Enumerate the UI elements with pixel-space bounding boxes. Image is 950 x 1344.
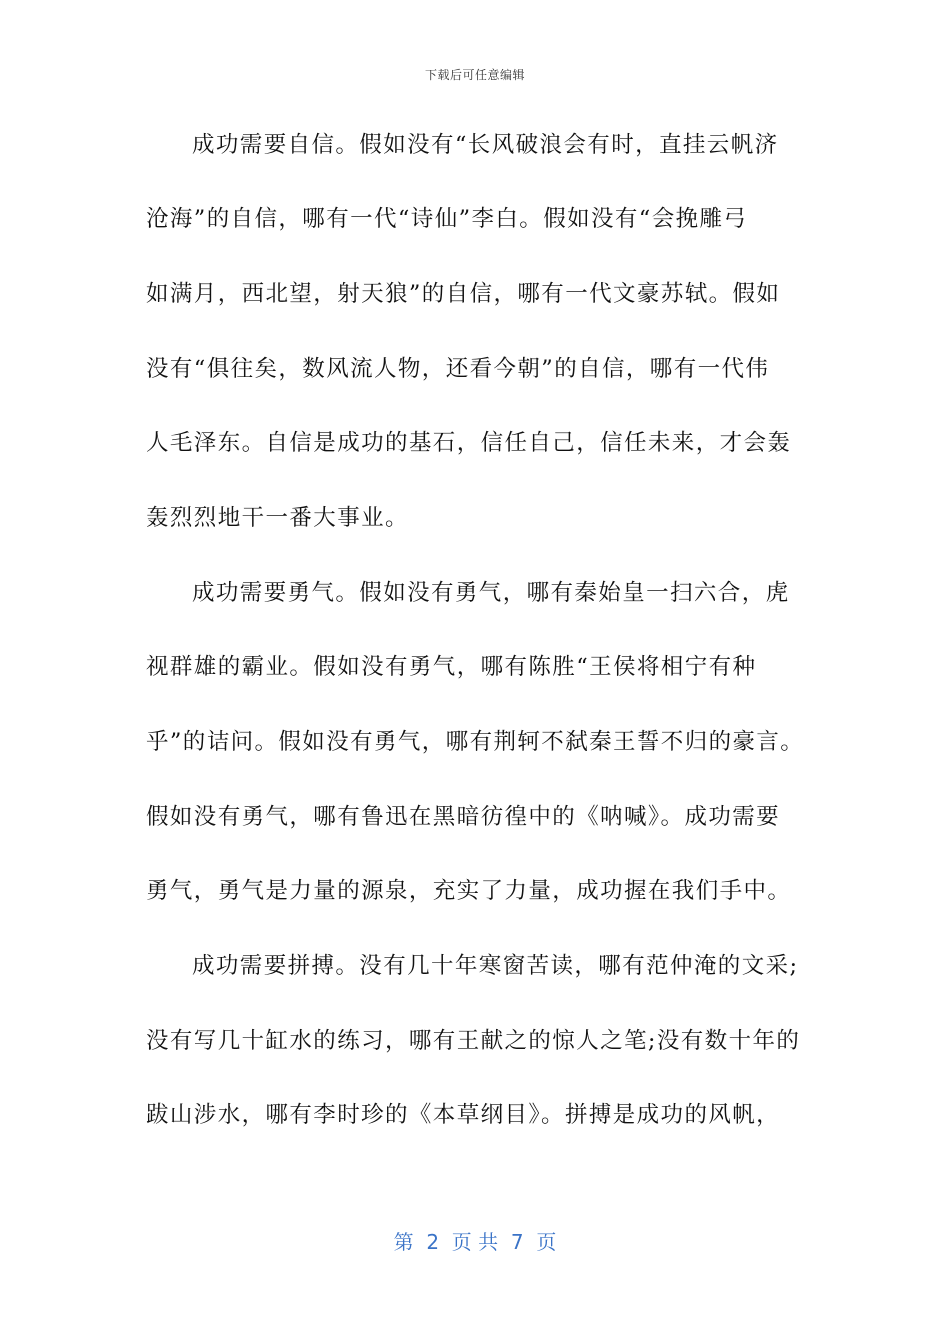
text-line: 没有写几十缸水的练习，哪有王献之的惊人之笔;没有数十年的 xyxy=(146,1028,801,1054)
text-line: 如满月，西北望，射天狼”的自信，哪有一代文豪苏轼。假如 xyxy=(146,281,781,307)
text-line: 人毛泽东。自信是成功的基石，信任自己，信任未来，才会轰 xyxy=(146,430,792,456)
text-line: 勇气，勇气是力量的源泉，充实了力量，成功握在我们手中。 xyxy=(146,878,792,904)
text-line: 沧海”的自信，哪有一代“诗仙”李白。假如没有“会挽雕弓 xyxy=(146,206,748,232)
header-note: 下载后可任意编辑 xyxy=(424,68,525,82)
page-number: 第 2 页 共 7 页 xyxy=(393,1230,557,1254)
text-line: 跋山涉水，哪有李时珍的《本草纲目》。拼搏是成功的风帆， xyxy=(146,1102,781,1128)
text-line: 成功需要拼搏。没有几十年寒窗苦读，哪有范仲淹的文采; xyxy=(192,953,799,979)
text-line: 成功需要勇气。假如没有勇气，哪有秦始皇一扫六合，虎 xyxy=(192,580,790,606)
text-line: 视群雄的霸业。假如没有勇气，哪有陈胜“王侯将相宁有种 xyxy=(146,654,757,680)
text-line: 乎”的诘问。假如没有勇气，哪有荆轲不弑秦王誓不归的豪言。 xyxy=(146,729,805,755)
text-line: 没有“俱往矣，数风流人物，还看今朝”的自信，哪有一代伟 xyxy=(146,356,770,382)
text-line: 假如没有勇气，哪有鲁迅在黑暗彷徨中的《呐喊》。成功需要 xyxy=(146,804,781,830)
text-line: 成功需要自信。假如没有“长风破浪会有时，直挂云帆济 xyxy=(192,132,779,158)
text-line: 轰烈烈地干一番大事业。 xyxy=(146,505,409,531)
